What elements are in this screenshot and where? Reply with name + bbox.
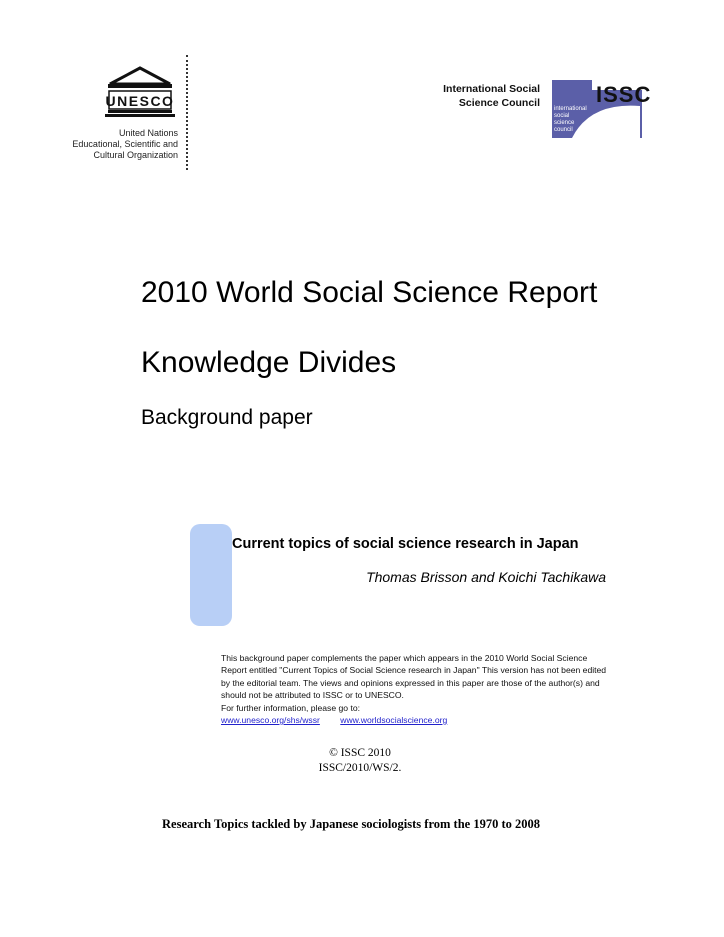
unesco-line-1: United Nations (118, 128, 178, 138)
issc-name (400, 82, 540, 110)
copyright-line-1: © ISSC 2010 (329, 747, 391, 759)
issc-logo-sub-1: international (554, 106, 587, 112)
unesco-org-name (72, 128, 178, 161)
issc-logo (552, 80, 652, 138)
paper-accent-tab (190, 524, 232, 626)
header-divider (186, 55, 188, 170)
issc-logo-sub-2: social (554, 113, 570, 119)
background-note (221, 652, 611, 726)
worldsocialscience-link[interactable]: www.worldsocialscience.org (340, 715, 448, 726)
note-info: For further information, please go to: (221, 702, 361, 713)
report-title: 2010 World Social Science Report (141, 276, 598, 309)
unesco-line-2: Educational, Scientific and (72, 139, 178, 149)
paper-authors: Thomas Brisson and Koichi Tachikawa (366, 569, 606, 585)
issc-logo-sub-4: council (554, 127, 573, 133)
issc-logo-text: ISSC (596, 82, 652, 107)
unesco-line-3: Cultural Organization (93, 150, 178, 160)
copyright-line-2: ISSC/2010/WS/2. (318, 762, 402, 774)
paper-type: Background paper (141, 406, 313, 429)
copyright (300, 746, 420, 776)
issc-name-line-2: Science Council (458, 97, 540, 109)
note-links (221, 714, 611, 726)
issc-name-line-1: International Social (443, 83, 540, 95)
issc-logo-sub-3: science (554, 120, 575, 126)
unesco-link[interactable]: www.unesco.org/shs/wssr (221, 715, 320, 726)
unesco-logo-text: UNESCO (105, 93, 175, 109)
report-subtitle: Knowledge Divides (141, 346, 397, 379)
research-topics-heading: Research Topics tackled by Japanese sociologists from the 1970 to 2008 (162, 817, 541, 831)
paper-heading: Current topics of social science research in Japan (232, 536, 579, 552)
note-text: This background paper complements the paper which appears in the 2010 World Social Science Report entitled "Current Topics of Social Science research in Japan" This version has not been edited by the editorial team. The views and opinions expressed in this paper are those of the author(s) and should not be attributed to ISSC or to UNESCO. (221, 653, 607, 701)
